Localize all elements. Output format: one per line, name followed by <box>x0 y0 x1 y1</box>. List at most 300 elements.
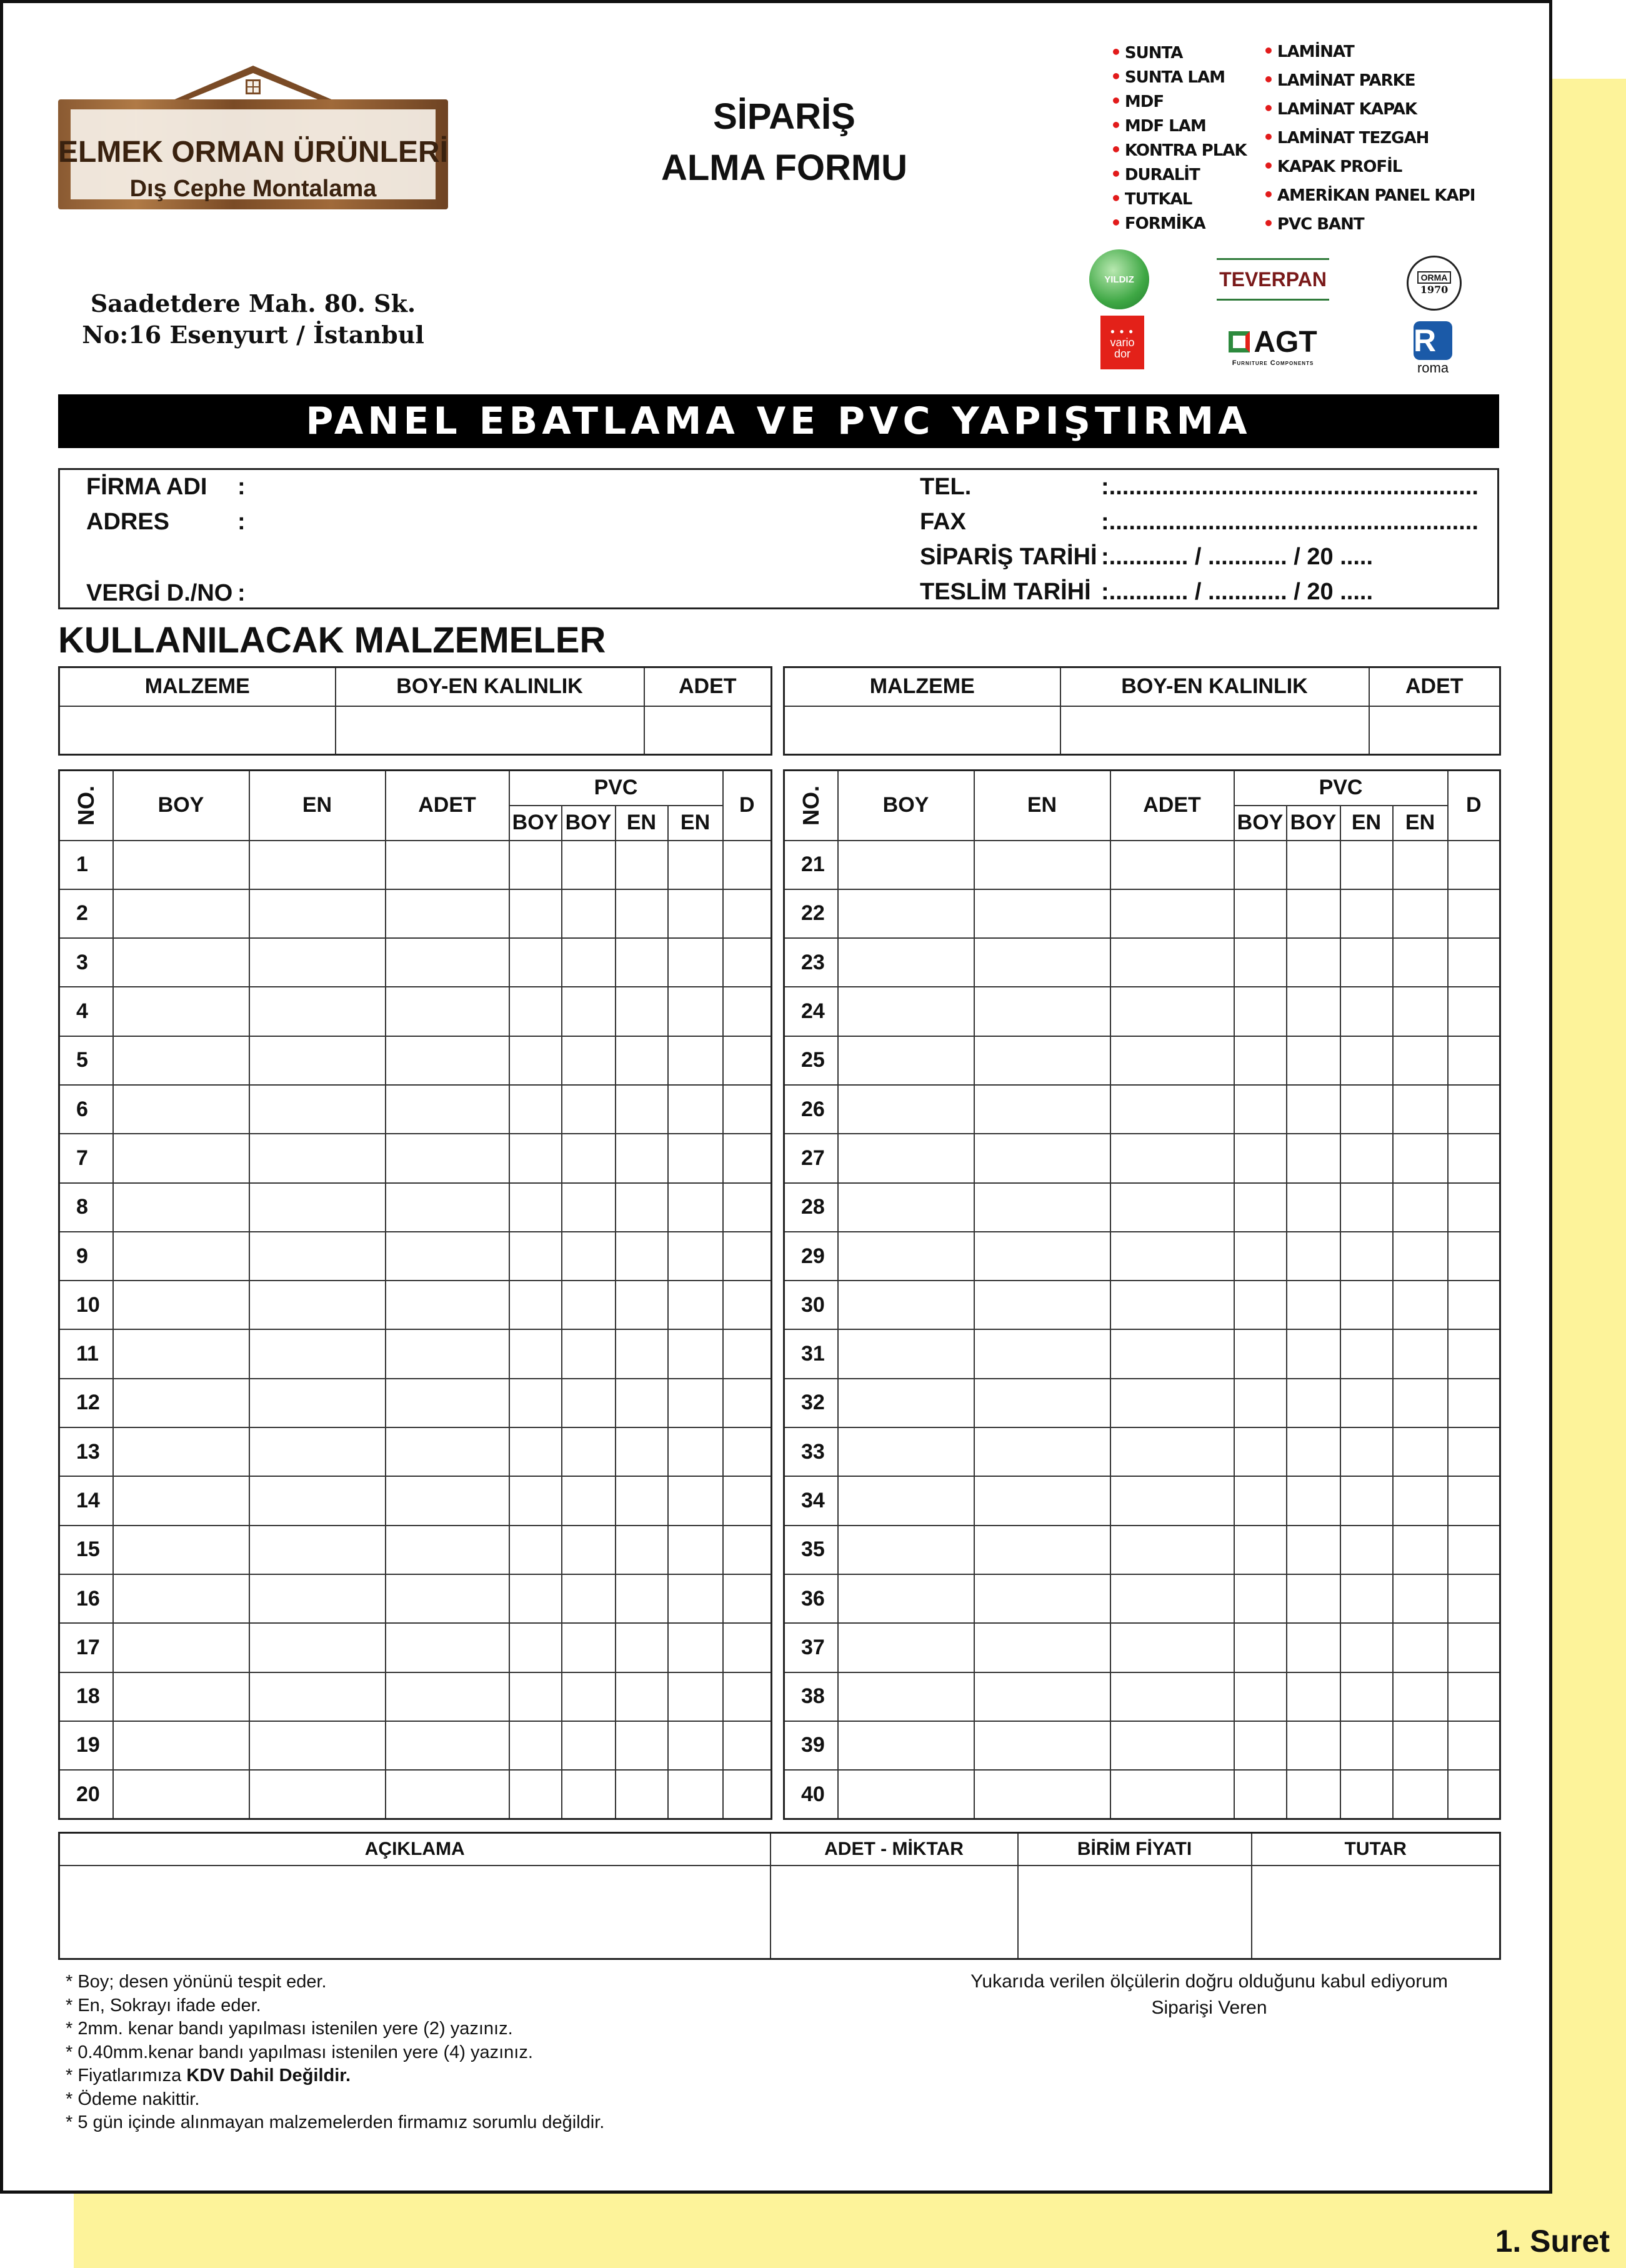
pvc-length-1-cell[interactable] <box>509 1476 562 1525</box>
pvc-width-1-cell[interactable] <box>616 1721 668 1770</box>
pvc-width-2-cell[interactable] <box>1393 1427 1448 1476</box>
pvc-width-2-cell[interactable] <box>1393 1379 1448 1427</box>
d-cell[interactable] <box>723 1232 772 1281</box>
length-cell[interactable] <box>113 1036 249 1085</box>
width-cell[interactable] <box>974 889 1110 938</box>
pvc-width-2-cell[interactable] <box>668 1379 723 1427</box>
pvc-length-2-cell[interactable] <box>1287 1134 1340 1182</box>
length-cell[interactable] <box>838 841 974 889</box>
pvc-width-2-cell[interactable] <box>668 1134 723 1182</box>
pvc-length-1-cell[interactable] <box>509 1232 562 1281</box>
pvc-width-1-cell[interactable] <box>1340 1036 1393 1085</box>
quantity-cell[interactable] <box>1110 1281 1234 1329</box>
pvc-width-1-cell[interactable] <box>616 1134 668 1182</box>
quantity-cell[interactable] <box>386 1770 509 1819</box>
quantity-cell[interactable] <box>386 1329 509 1378</box>
pvc-length-2-cell[interactable] <box>562 1134 616 1182</box>
pvc-width-2-cell[interactable] <box>668 938 723 987</box>
d-cell[interactable] <box>1448 1134 1500 1182</box>
length-cell[interactable] <box>838 1232 974 1281</box>
pvc-length-2-cell[interactable] <box>562 1379 616 1427</box>
width-cell[interactable] <box>249 1574 386 1623</box>
d-cell[interactable] <box>1448 1329 1500 1378</box>
pvc-width-1-cell[interactable] <box>616 1085 668 1134</box>
quantity-cell[interactable] <box>386 1526 509 1574</box>
pvc-width-1-cell[interactable] <box>616 1770 668 1819</box>
width-cell[interactable] <box>249 1770 386 1819</box>
pvc-length-1-cell[interactable] <box>1234 1036 1287 1085</box>
pvc-length-2-cell[interactable] <box>1287 1721 1340 1770</box>
length-cell[interactable] <box>113 1672 249 1721</box>
width-cell[interactable] <box>974 1526 1110 1574</box>
length-cell[interactable] <box>838 1526 974 1574</box>
pvc-width-2-cell[interactable] <box>668 1721 723 1770</box>
material-cell[interactable] <box>784 706 1060 755</box>
pvc-length-2-cell[interactable] <box>562 1672 616 1721</box>
length-cell[interactable] <box>838 1281 974 1329</box>
pvc-length-1-cell[interactable] <box>509 1085 562 1134</box>
unit-price-cell[interactable] <box>1018 1866 1252 1959</box>
d-cell[interactable] <box>1448 889 1500 938</box>
pvc-width-2-cell[interactable] <box>1393 1232 1448 1281</box>
quantity-cell[interactable] <box>386 1672 509 1721</box>
pvc-length-2-cell[interactable] <box>1287 1329 1340 1378</box>
length-cell[interactable] <box>838 1036 974 1085</box>
pvc-length-1-cell[interactable] <box>1234 1281 1287 1329</box>
quantity-cell[interactable] <box>1110 938 1234 987</box>
pvc-length-2-cell[interactable] <box>1287 841 1340 889</box>
pvc-length-1-cell[interactable] <box>509 1623 562 1672</box>
pvc-width-1-cell[interactable] <box>616 1183 668 1232</box>
pvc-width-2-cell[interactable] <box>1393 841 1448 889</box>
width-cell[interactable] <box>249 1526 386 1574</box>
pvc-length-2-cell[interactable] <box>562 1183 616 1232</box>
pvc-width-1-cell[interactable] <box>616 1672 668 1721</box>
pvc-width-2-cell[interactable] <box>668 1476 723 1525</box>
quantity-cell[interactable] <box>1110 1379 1234 1427</box>
width-cell[interactable] <box>974 1085 1110 1134</box>
pvc-width-2-cell[interactable] <box>1393 1721 1448 1770</box>
d-cell[interactable] <box>723 1281 772 1329</box>
pvc-width-1-cell[interactable] <box>1340 1427 1393 1476</box>
pvc-width-2-cell[interactable] <box>668 1232 723 1281</box>
pvc-length-2-cell[interactable] <box>562 1281 616 1329</box>
pvc-length-2-cell[interactable] <box>562 1476 616 1525</box>
pvc-width-1-cell[interactable] <box>616 1036 668 1085</box>
d-cell[interactable] <box>1448 1672 1500 1721</box>
pvc-length-2-cell[interactable] <box>562 841 616 889</box>
width-cell[interactable] <box>974 1232 1110 1281</box>
pvc-length-1-cell[interactable] <box>1234 938 1287 987</box>
pvc-width-2-cell[interactable] <box>668 1526 723 1574</box>
description-cell[interactable] <box>59 1866 771 1959</box>
d-cell[interactable] <box>723 1770 772 1819</box>
pvc-width-2-cell[interactable] <box>668 1427 723 1476</box>
d-cell[interactable] <box>723 1427 772 1476</box>
material-cell[interactable] <box>59 706 336 755</box>
pvc-width-1-cell[interactable] <box>1340 1672 1393 1721</box>
d-cell[interactable] <box>1448 1526 1500 1574</box>
length-cell[interactable] <box>113 1281 249 1329</box>
width-cell[interactable] <box>249 1134 386 1182</box>
d-cell[interactable] <box>723 1476 772 1525</box>
pvc-length-1-cell[interactable] <box>1234 1085 1287 1134</box>
quantity-cell[interactable] <box>386 1476 509 1525</box>
width-cell[interactable] <box>249 1329 386 1378</box>
pvc-length-1-cell[interactable] <box>1234 1183 1287 1232</box>
pvc-length-2-cell[interactable] <box>562 1770 616 1819</box>
quantity-cell[interactable] <box>386 1232 509 1281</box>
width-cell[interactable] <box>974 1036 1110 1085</box>
pvc-length-1-cell[interactable] <box>1234 1427 1287 1476</box>
d-cell[interactable] <box>723 1329 772 1378</box>
pvc-width-2-cell[interactable] <box>1393 1623 1448 1672</box>
width-cell[interactable] <box>249 1183 386 1232</box>
pvc-length-2-cell[interactable] <box>562 987 616 1036</box>
quantity-cell[interactable] <box>1110 1183 1234 1232</box>
length-cell[interactable] <box>113 1574 249 1623</box>
pvc-width-2-cell[interactable] <box>1393 889 1448 938</box>
d-cell[interactable] <box>1448 1427 1500 1476</box>
pvc-length-2-cell[interactable] <box>562 938 616 987</box>
pvc-width-1-cell[interactable] <box>1340 1721 1393 1770</box>
width-cell[interactable] <box>249 1721 386 1770</box>
pvc-width-1-cell[interactable] <box>616 841 668 889</box>
pvc-width-1-cell[interactable] <box>616 1379 668 1427</box>
pvc-width-1-cell[interactable] <box>616 889 668 938</box>
pvc-length-1-cell[interactable] <box>1234 987 1287 1036</box>
delivery-date-field[interactable]: :............ / ............ / 20 ..... <box>1101 579 1373 605</box>
width-cell[interactable] <box>974 1183 1110 1232</box>
pvc-width-2-cell[interactable] <box>1393 987 1448 1036</box>
d-cell[interactable] <box>723 987 772 1036</box>
pvc-length-1-cell[interactable] <box>1234 1672 1287 1721</box>
quantity-cell[interactable] <box>1110 1721 1234 1770</box>
pvc-length-1-cell[interactable] <box>509 841 562 889</box>
pvc-length-2-cell[interactable] <box>1287 1526 1340 1574</box>
length-cell[interactable] <box>838 1672 974 1721</box>
tel-field[interactable]: :........................................................ <box>1101 474 1479 500</box>
amount-cell[interactable] <box>771 1866 1018 1959</box>
pvc-width-2-cell[interactable] <box>668 1281 723 1329</box>
pvc-width-2-cell[interactable] <box>668 1085 723 1134</box>
pvc-width-2-cell[interactable] <box>1393 1574 1448 1623</box>
size-thickness-cell[interactable] <box>1060 706 1369 755</box>
d-cell[interactable] <box>723 1134 772 1182</box>
pvc-length-2-cell[interactable] <box>1287 1623 1340 1672</box>
pvc-width-2-cell[interactable] <box>668 1329 723 1378</box>
length-cell[interactable] <box>113 1623 249 1672</box>
pvc-length-1-cell[interactable] <box>509 1574 562 1623</box>
quantity-cell[interactable] <box>1110 1526 1234 1574</box>
pvc-width-1-cell[interactable] <box>1340 1134 1393 1182</box>
pvc-width-1-cell[interactable] <box>616 1232 668 1281</box>
pvc-width-2-cell[interactable] <box>1393 1672 1448 1721</box>
pvc-length-1-cell[interactable] <box>509 1379 562 1427</box>
pvc-length-1-cell[interactable] <box>1234 1770 1287 1819</box>
pvc-length-2-cell[interactable] <box>1287 1085 1340 1134</box>
length-cell[interactable] <box>113 889 249 938</box>
pvc-width-2-cell[interactable] <box>668 987 723 1036</box>
pvc-width-2-cell[interactable] <box>1393 1329 1448 1378</box>
pvc-width-1-cell[interactable] <box>1340 987 1393 1036</box>
d-cell[interactable] <box>1448 1379 1500 1427</box>
length-cell[interactable] <box>838 1134 974 1182</box>
width-cell[interactable] <box>249 1623 386 1672</box>
d-cell[interactable] <box>723 1623 772 1672</box>
d-cell[interactable] <box>1448 1281 1500 1329</box>
length-cell[interactable] <box>838 1085 974 1134</box>
pvc-length-1-cell[interactable] <box>1234 841 1287 889</box>
length-cell[interactable] <box>838 938 974 987</box>
quantity-cell[interactable] <box>386 938 509 987</box>
length-cell[interactable] <box>838 1379 974 1427</box>
width-cell[interactable] <box>974 1574 1110 1623</box>
pvc-length-1-cell[interactable] <box>509 938 562 987</box>
pvc-length-1-cell[interactable] <box>1234 1574 1287 1623</box>
d-cell[interactable] <box>1448 1721 1500 1770</box>
pvc-length-2-cell[interactable] <box>562 1526 616 1574</box>
pvc-length-2-cell[interactable] <box>562 1623 616 1672</box>
pvc-width-2-cell[interactable] <box>1393 1770 1448 1819</box>
pvc-length-2-cell[interactable] <box>1287 938 1340 987</box>
d-cell[interactable] <box>1448 1476 1500 1525</box>
width-cell[interactable] <box>974 1427 1110 1476</box>
d-cell[interactable] <box>723 1183 772 1232</box>
pvc-length-1-cell[interactable] <box>1234 1232 1287 1281</box>
quantity-cell[interactable] <box>1110 1574 1234 1623</box>
width-cell[interactable] <box>249 1281 386 1329</box>
pvc-width-1-cell[interactable] <box>616 987 668 1036</box>
quantity-cell[interactable] <box>1110 1770 1234 1819</box>
pvc-width-1-cell[interactable] <box>1340 1183 1393 1232</box>
length-cell[interactable] <box>838 1574 974 1623</box>
pvc-width-2-cell[interactable] <box>668 1183 723 1232</box>
pvc-width-1-cell[interactable] <box>1340 1476 1393 1525</box>
length-cell[interactable] <box>838 987 974 1036</box>
d-cell[interactable] <box>1448 1623 1500 1672</box>
pvc-width-2-cell[interactable] <box>1393 1281 1448 1329</box>
quantity-cell[interactable] <box>386 1574 509 1623</box>
pvc-length-2-cell[interactable] <box>1287 1672 1340 1721</box>
quantity-cell[interactable] <box>386 1623 509 1672</box>
pvc-width-1-cell[interactable] <box>616 1476 668 1525</box>
length-cell[interactable] <box>113 1232 249 1281</box>
pvc-width-1-cell[interactable] <box>1340 1623 1393 1672</box>
width-cell[interactable] <box>974 1672 1110 1721</box>
pvc-length-1-cell[interactable] <box>509 1672 562 1721</box>
pvc-length-2-cell[interactable] <box>1287 1232 1340 1281</box>
pvc-length-2-cell[interactable] <box>1287 1281 1340 1329</box>
quantity-cell[interactable] <box>386 1036 509 1085</box>
quantity-cell[interactable] <box>1110 1134 1234 1182</box>
pvc-length-1-cell[interactable] <box>509 1329 562 1378</box>
d-cell[interactable] <box>1448 1085 1500 1134</box>
quantity-cell[interactable] <box>1369 706 1500 755</box>
pvc-width-1-cell[interactable] <box>616 1329 668 1378</box>
quantity-cell[interactable] <box>386 1379 509 1427</box>
width-cell[interactable] <box>249 1672 386 1721</box>
length-cell[interactable] <box>113 1476 249 1525</box>
d-cell[interactable] <box>723 1379 772 1427</box>
d-cell[interactable] <box>723 1526 772 1574</box>
quantity-cell[interactable] <box>386 1721 509 1770</box>
quantity-cell[interactable] <box>1110 841 1234 889</box>
length-cell[interactable] <box>838 889 974 938</box>
pvc-length-2-cell[interactable] <box>562 1721 616 1770</box>
pvc-width-1-cell[interactable] <box>616 938 668 987</box>
pvc-width-2-cell[interactable] <box>668 1574 723 1623</box>
pvc-width-1-cell[interactable] <box>1340 889 1393 938</box>
pvc-length-1-cell[interactable] <box>1234 1623 1287 1672</box>
pvc-width-1-cell[interactable] <box>1340 1085 1393 1134</box>
pvc-width-2-cell[interactable] <box>1393 938 1448 987</box>
length-cell[interactable] <box>838 1476 974 1525</box>
pvc-width-2-cell[interactable] <box>668 841 723 889</box>
pvc-width-2-cell[interactable] <box>668 1623 723 1672</box>
pvc-length-2-cell[interactable] <box>562 1427 616 1476</box>
length-cell[interactable] <box>838 1329 974 1378</box>
pvc-length-1-cell[interactable] <box>1234 889 1287 938</box>
quantity-cell[interactable] <box>386 1281 509 1329</box>
width-cell[interactable] <box>974 987 1110 1036</box>
width-cell[interactable] <box>249 1232 386 1281</box>
pvc-width-2-cell[interactable] <box>1393 1085 1448 1134</box>
length-cell[interactable] <box>113 1183 249 1232</box>
quantity-cell[interactable] <box>1110 1232 1234 1281</box>
d-cell[interactable] <box>723 1672 772 1721</box>
pvc-length-2-cell[interactable] <box>1287 1036 1340 1085</box>
pvc-length-2-cell[interactable] <box>562 1329 616 1378</box>
fax-field[interactable]: :........................................................ <box>1101 509 1479 535</box>
d-cell[interactable] <box>1448 938 1500 987</box>
quantity-cell[interactable] <box>386 1183 509 1232</box>
width-cell[interactable] <box>249 1476 386 1525</box>
pvc-width-1-cell[interactable] <box>1340 1232 1393 1281</box>
d-cell[interactable] <box>723 1721 772 1770</box>
d-cell[interactable] <box>1448 987 1500 1036</box>
quantity-cell[interactable] <box>1110 1329 1234 1378</box>
pvc-length-2-cell[interactable] <box>1287 1574 1340 1623</box>
d-cell[interactable] <box>723 1574 772 1623</box>
pvc-length-2-cell[interactable] <box>1287 1476 1340 1525</box>
pvc-width-1-cell[interactable] <box>1340 1526 1393 1574</box>
pvc-width-2-cell[interactable] <box>668 1672 723 1721</box>
pvc-width-1-cell[interactable] <box>1340 1379 1393 1427</box>
pvc-length-1-cell[interactable] <box>509 1134 562 1182</box>
quantity-cell[interactable] <box>1110 1623 1234 1672</box>
pvc-length-2-cell[interactable] <box>562 1036 616 1085</box>
pvc-width-1-cell[interactable] <box>1340 1770 1393 1819</box>
pvc-length-1-cell[interactable] <box>509 1427 562 1476</box>
width-cell[interactable] <box>249 889 386 938</box>
quantity-cell[interactable] <box>386 841 509 889</box>
pvc-width-1-cell[interactable] <box>616 1623 668 1672</box>
pvc-length-1-cell[interactable] <box>509 1721 562 1770</box>
width-cell[interactable] <box>974 938 1110 987</box>
width-cell[interactable] <box>249 1036 386 1085</box>
pvc-length-2-cell[interactable] <box>562 889 616 938</box>
quantity-cell[interactable] <box>1110 1672 1234 1721</box>
pvc-width-1-cell[interactable] <box>616 1574 668 1623</box>
pvc-width-1-cell[interactable] <box>1340 938 1393 987</box>
d-cell[interactable] <box>723 1085 772 1134</box>
pvc-length-1-cell[interactable] <box>1234 1329 1287 1378</box>
pvc-width-2-cell[interactable] <box>668 1770 723 1819</box>
length-cell[interactable] <box>113 1134 249 1182</box>
width-cell[interactable] <box>974 1476 1110 1525</box>
length-cell[interactable] <box>838 1623 974 1672</box>
d-cell[interactable] <box>723 938 772 987</box>
width-cell[interactable] <box>974 1134 1110 1182</box>
pvc-length-1-cell[interactable] <box>509 1036 562 1085</box>
pvc-length-1-cell[interactable] <box>509 889 562 938</box>
d-cell[interactable] <box>1448 1183 1500 1232</box>
pvc-length-2-cell[interactable] <box>1287 987 1340 1036</box>
length-cell[interactable] <box>838 1721 974 1770</box>
width-cell[interactable] <box>974 1329 1110 1378</box>
width-cell[interactable] <box>249 1085 386 1134</box>
pvc-width-1-cell[interactable] <box>616 1281 668 1329</box>
length-cell[interactable] <box>113 1085 249 1134</box>
quantity-cell[interactable] <box>1110 1427 1234 1476</box>
width-cell[interactable] <box>974 1770 1110 1819</box>
pvc-length-1-cell[interactable] <box>509 1526 562 1574</box>
pvc-width-2-cell[interactable] <box>1393 1036 1448 1085</box>
quantity-cell[interactable] <box>386 889 509 938</box>
pvc-width-2-cell[interactable] <box>1393 1476 1448 1525</box>
quantity-cell[interactable] <box>386 1427 509 1476</box>
quantity-cell[interactable] <box>386 1085 509 1134</box>
pvc-width-2-cell[interactable] <box>668 889 723 938</box>
width-cell[interactable] <box>974 1623 1110 1672</box>
pvc-length-1-cell[interactable] <box>509 1770 562 1819</box>
pvc-length-2-cell[interactable] <box>1287 1770 1340 1819</box>
pvc-length-1-cell[interactable] <box>1234 1134 1287 1182</box>
length-cell[interactable] <box>113 1329 249 1378</box>
pvc-width-1-cell[interactable] <box>1340 841 1393 889</box>
pvc-width-1-cell[interactable] <box>1340 1281 1393 1329</box>
d-cell[interactable] <box>723 841 772 889</box>
pvc-length-2-cell[interactable] <box>562 1232 616 1281</box>
order-date-field[interactable]: :............ / ............ / 20 ..... <box>1101 544 1373 570</box>
pvc-length-1-cell[interactable] <box>1234 1476 1287 1525</box>
quantity-cell[interactable] <box>1110 1476 1234 1525</box>
d-cell[interactable] <box>723 1036 772 1085</box>
length-cell[interactable] <box>838 1770 974 1819</box>
width-cell[interactable] <box>974 1721 1110 1770</box>
pvc-width-1-cell[interactable] <box>616 1526 668 1574</box>
d-cell[interactable] <box>1448 841 1500 889</box>
total-cell[interactable] <box>1252 1866 1500 1959</box>
length-cell[interactable] <box>113 841 249 889</box>
quantity-cell[interactable] <box>1110 987 1234 1036</box>
quantity-cell[interactable] <box>1110 1085 1234 1134</box>
pvc-length-2-cell[interactable] <box>562 1574 616 1623</box>
length-cell[interactable] <box>838 1183 974 1232</box>
pvc-length-2-cell[interactable] <box>1287 1379 1340 1427</box>
pvc-length-1-cell[interactable] <box>1234 1721 1287 1770</box>
length-cell[interactable] <box>113 938 249 987</box>
quantity-cell[interactable] <box>1110 1036 1234 1085</box>
length-cell[interactable] <box>113 1721 249 1770</box>
width-cell[interactable] <box>974 1379 1110 1427</box>
size-thickness-cell[interactable] <box>336 706 644 755</box>
length-cell[interactable] <box>113 1427 249 1476</box>
pvc-length-1-cell[interactable] <box>509 987 562 1036</box>
width-cell[interactable] <box>249 987 386 1036</box>
pvc-width-2-cell[interactable] <box>1393 1134 1448 1182</box>
